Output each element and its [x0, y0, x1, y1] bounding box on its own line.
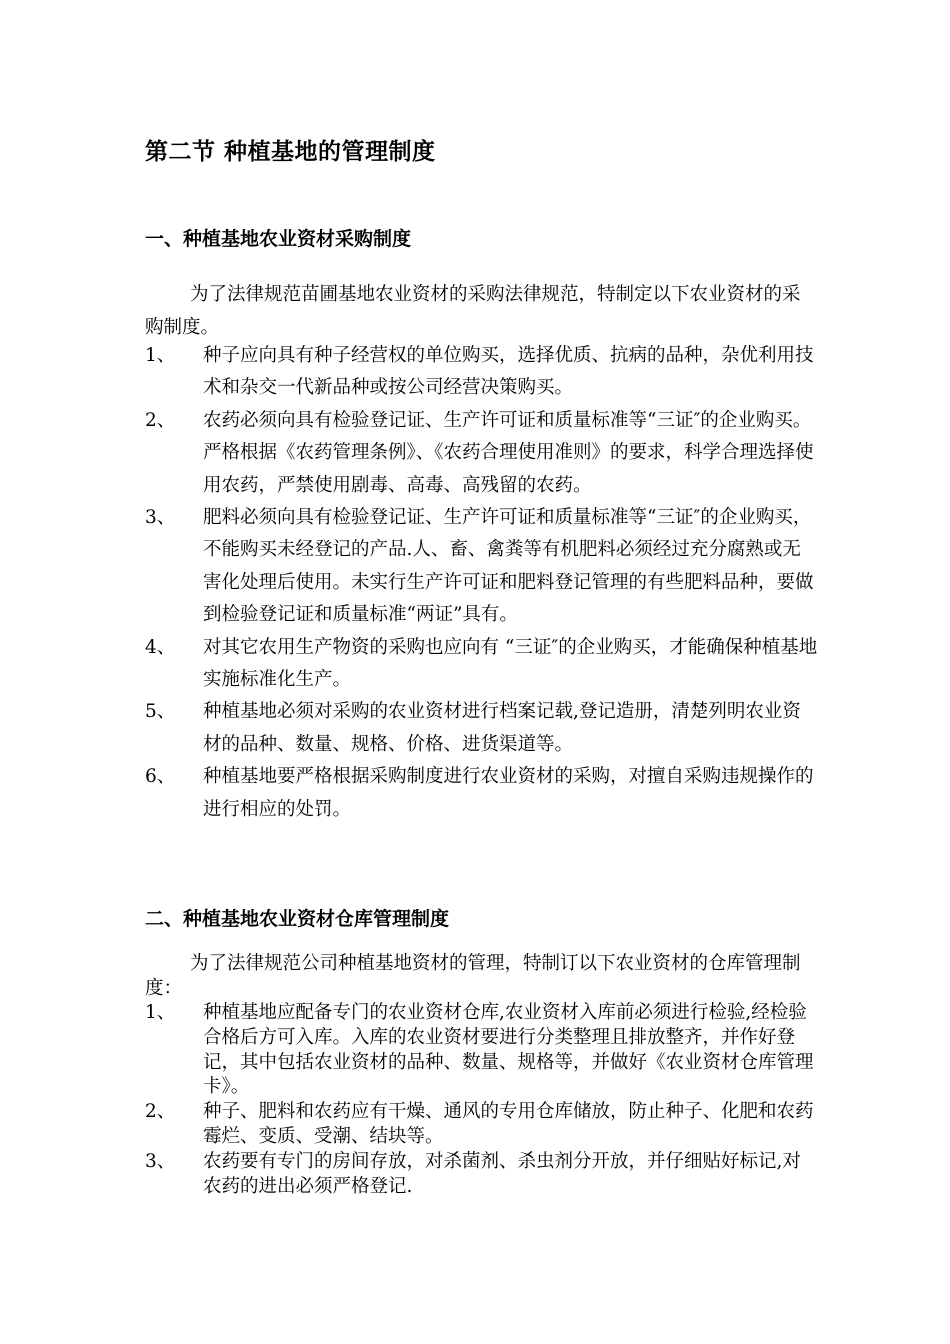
chapter-title: 第二节 种植基地的管理制度: [145, 139, 436, 165]
list-item: [145, 1150, 825, 1200]
list-item: [145, 632, 825, 697]
item-text: 种植基地应配备专门的农业资材仓库,农业资材入库前必须进行检验,经检验合格后方可入库。入库的农业资材要进行分类整理且排放整齐，并作好登记，其中包括农业资材的品种、数量、规格等，并做好《农业资材仓库管理卡》。: [203, 1002, 814, 1098]
section-intro-procurement: 为了法律规范苗圃基地农业资材的采购法律规范，特制定以下农业资材的采购制度。: [145, 284, 801, 338]
procurement-rules-list: [145, 340, 825, 826]
section-intro-warehouse: 为了法律规范公司种植基地资材的管理，特制订以下农业资材的仓库管理制度：: [145, 953, 801, 999]
item-number: 1、: [145, 1002, 176, 1023]
list-item: [145, 405, 825, 502]
item-number: 6、: [145, 766, 176, 788]
item-text: 种子应向具有种子经营权的单位购买，选择优质、抗病的品种，杂优利用技术和杂交一代新品种或按公司经营决策购买。: [203, 345, 814, 399]
list-item: [145, 696, 825, 761]
item-number: 2、: [145, 1101, 176, 1123]
item-text: 肥料必须向具有检验登记证、生产许可证和质量标准等“三证″的企业购买，不能购买未经登记的产品.人、畜、禽粪等有机肥料必须经过充分腐熟或无害化处理后使用。未实行生产许可证和肥料登记管理的有些肥料品种，要做到检验登记证和质量标准“两证”具有。: [203, 507, 814, 626]
item-number: 3、: [145, 1150, 176, 1172]
item-number: 4、: [145, 636, 176, 658]
item-text: 种植基地要严格根据采购制度进行农业资材的采购，对擅自采购违规操作的进行相应的处罚。: [203, 766, 814, 820]
item-number: 1、: [145, 345, 176, 366]
item-number: 3、: [145, 507, 176, 529]
item-text: 种子、肥料和农药应有干燥、通风的专用仓库储放，防止种子、化肥和农药霉烂、变质、受潮、结块等。: [203, 1101, 814, 1147]
list-item: [145, 340, 825, 405]
item-text: 农药要有专门的房间存放，对杀菌剂、杀虫剂分开放，并仔细贴好标记,对农药的进出必须严格登记.: [203, 1150, 801, 1197]
item-number: 2、: [145, 409, 176, 431]
section-heading-procurement: 一、种植基地农业资材采购制度: [145, 228, 412, 250]
warehouse-rules-list: [145, 1001, 825, 1199]
list-item: [145, 761, 825, 826]
list-item: [145, 1100, 825, 1150]
item-text: 种植基地必须对采购的农业资材进行档案记载,登记造册，清楚列明农业资材的品种、数量、规格、价格、进货渠道等。: [203, 701, 801, 755]
item-text: 对其它农用生产物资的采购也应向有 “三证″的企业购买，才能确保种植基地实施标准化生产。: [203, 636, 818, 691]
item-number: 5、: [145, 701, 176, 723]
list-item: [145, 502, 825, 632]
section-heading-warehouse: 二、种植基地农业资材仓库管理制度: [145, 908, 450, 930]
item-text: 农药必须向具有检验登记证、生产许可证和质量标准等“三证″的企业购买。严格根据《农药管理条例》、《农药合理使用准则》的要求，科学合理选择使用农药，严禁使用剧毒、高毒、高残留的农药。: [203, 409, 814, 496]
list-item: [145, 1001, 825, 1100]
